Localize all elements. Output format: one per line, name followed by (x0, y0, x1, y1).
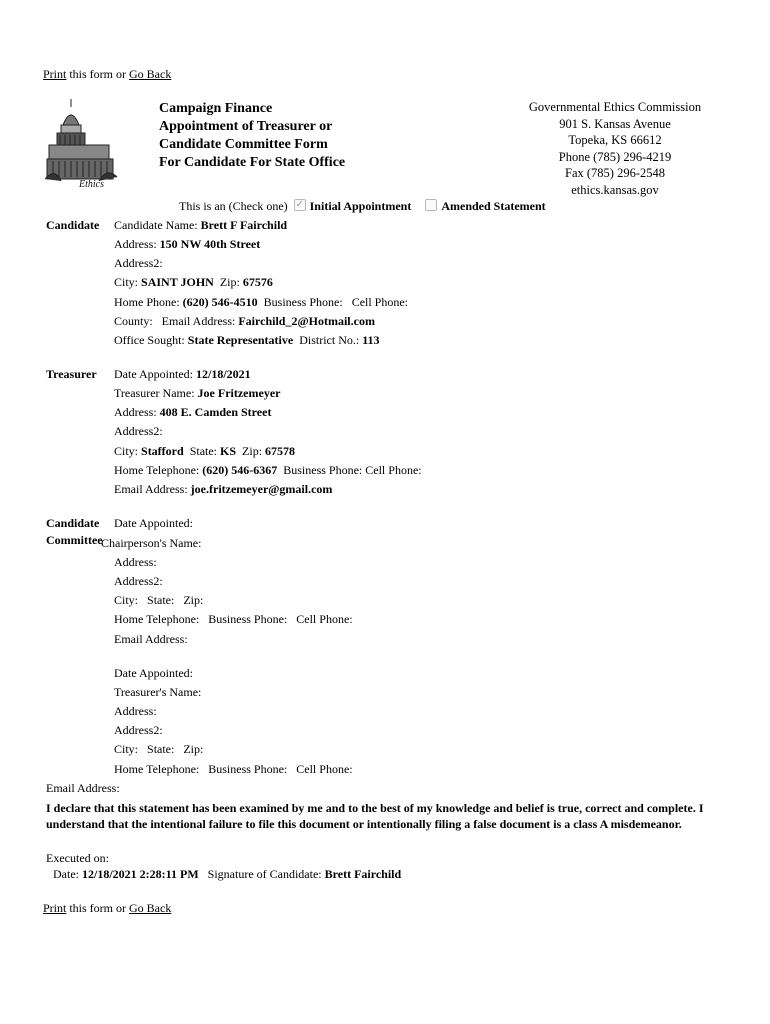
declaration-text: I declare that this statement has been examined by me and to the best of my knowledge and belief is true, correct and complete. I understand that the intentional failure to file this document or intentionally filing a false document is a class A misdemeanor. (46, 801, 704, 831)
candidate-city-row: City: SAINT JOHN Zip: 67576 (114, 275, 273, 289)
treasurer-address: 408 E. Camden Street (159, 405, 272, 419)
committee-treasurer-phone-row: Home Telephone: Business Phone: Cell Phone: (114, 762, 353, 776)
committee-chair-row: Chairperson's Name: (101, 536, 202, 550)
treasurer-city-row: City: Stafford State: KS Zip: 67578 (114, 444, 296, 458)
nav-text: this form or (66, 67, 130, 81)
candidate-name: Brett F Fairchild (200, 218, 288, 232)
title-line: Campaign Finance (159, 101, 273, 116)
candidate-office: State Representative (187, 333, 294, 347)
check-prompt: This is an (Check one) (179, 199, 288, 213)
candidate-address: 150 NW 40th Street (159, 237, 261, 251)
treasurer-name-row: Treasurer Name: Joe Fritzemeyer (114, 386, 281, 400)
top-nav (43, 67, 171, 82)
amended-statement-label: Amended Statement (441, 199, 546, 213)
treasurer-section-label: Treasurer (46, 367, 97, 381)
capitol-dome-icon (45, 97, 119, 189)
committee-treasurer-date-row: Date Appointed: (114, 666, 193, 680)
agency-line: Phone (785) 296-4219 (558, 149, 672, 164)
amended-statement-checkbox[interactable] (425, 199, 437, 211)
committee-address-row: Address: (114, 555, 157, 569)
treasurer-date-row: Date Appointed: 12/18/2021 (114, 367, 251, 381)
treasurer-home-tel: (620) 546-6367 (202, 463, 278, 477)
candidate-district: 113 (362, 333, 380, 347)
candidate-address2-row: Address2: (114, 256, 163, 270)
candidate-phone-row: Home Phone: (620) 546-4510 Business Phone: Cell Phone: (114, 295, 409, 309)
candidate-home-phone: (620) 546-4510 (182, 295, 258, 309)
treasurer-city: Stafford (141, 444, 184, 458)
candidate-section-label: Candidate (46, 218, 100, 232)
candidate-county-email-row: County: Email Address: Fairchild_2@Hotmail.com (114, 314, 375, 328)
title-line: Appointment of Treasurer or (159, 119, 333, 134)
logo-caption: Ethics (79, 179, 104, 189)
committee-date-row: Date Appointed: (114, 516, 193, 530)
capitol-logo (45, 97, 119, 189)
committee-phone-row: Home Telephone: Business Phone: Cell Phone: (114, 612, 353, 626)
treasurer-state: KS (220, 444, 237, 458)
go-back-link-bottom[interactable]: Go Back (129, 901, 172, 915)
candidate-city: SAINT JOHN (141, 275, 214, 289)
initial-appointment-checkbox[interactable] (294, 199, 306, 211)
committee-address2-row: Address2: (114, 574, 163, 588)
candidate-address-row: Address: 150 NW 40th Street (114, 237, 261, 251)
appointment-type-row (179, 199, 546, 214)
treasurer-name: Joe Fritzemeyer (197, 386, 281, 400)
committee-treasurer-name-row: Treasurer's Name: (114, 685, 202, 699)
signature-row: Date: 12/18/2021 2:28:11 PM Signature of Candidate: Brett Fairchild (53, 867, 402, 881)
executed-on-label: Executed on: (46, 851, 109, 865)
committee-treasurer-address-row: Address: (114, 704, 157, 718)
treasurer-email: joe.fritzemeyer@gmail.com (190, 482, 333, 496)
treasurer-date: 12/18/2021 (195, 367, 251, 381)
committee-treasurer-address2-row: Address2: (114, 723, 163, 737)
title-line: For Candidate For State Office (159, 155, 346, 170)
committee-treasurer-city-row: City: State: Zip: (114, 742, 204, 756)
go-back-link[interactable]: Go Back (129, 67, 172, 81)
executed-date: 12/18/2021 2:28:11 PM (82, 867, 199, 881)
candidate-name-row: Candidate Name: Brett F Fairchild (114, 218, 288, 232)
committee-section-label: Candidate Committee (46, 516, 103, 547)
candidate-signature: Brett Fairchild (324, 867, 402, 881)
form-title (159, 100, 345, 172)
print-link[interactable]: Print (43, 67, 67, 81)
title-line: Candidate Committee Form (159, 137, 328, 152)
treasurer-email-row: Email Address: joe.fritzemeyer@gmail.com (114, 482, 333, 496)
agency-line: Topeka, KS 66612 (568, 133, 662, 147)
treasurer-zip: 67578 (265, 444, 296, 458)
initial-appointment-label: Initial Appointment (309, 199, 412, 213)
candidate-zip: 67576 (242, 275, 273, 289)
candidate-office-row: Office Sought: State Representative District No.: 113 (114, 333, 380, 347)
treasurer-address-row: Address: 408 E. Camden Street (114, 405, 272, 419)
treasurer-phone-row: Home Telephone: (620) 546-6367 Business Phone: Cell Phone: (114, 463, 422, 477)
bottom-nav (43, 901, 171, 916)
agency-line: 901 S. Kansas Avenue (559, 116, 671, 131)
agency-address (506, 99, 724, 198)
agency-line: Governmental Ethics Commission (528, 100, 702, 114)
agency-line: Fax (785) 296-2548 (565, 166, 665, 180)
nav-text-bottom: this form or (66, 901, 130, 915)
committee-treasurer-email-row: Email Address: (46, 781, 120, 795)
print-link-bottom[interactable]: Print (43, 901, 67, 915)
treasurer-address2-row: Address2: (114, 424, 163, 438)
candidate-email: Fairchild_2@Hotmail.com (238, 314, 375, 328)
committee-city-row: City: State: Zip: (114, 593, 204, 607)
committee-email-row: Email Address: (114, 632, 188, 646)
agency-line: ethics.kansas.gov (571, 182, 659, 197)
